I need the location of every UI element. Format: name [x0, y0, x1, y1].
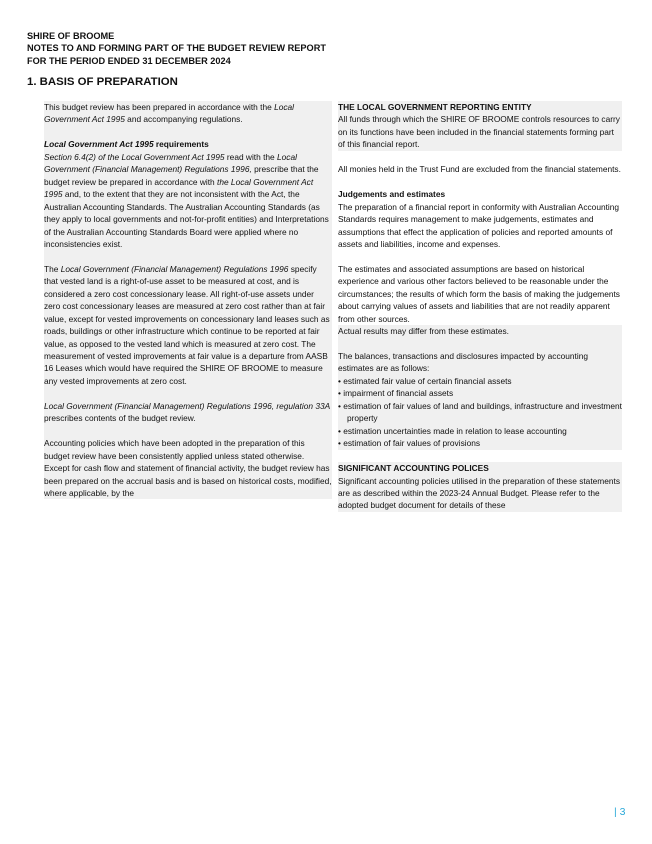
significant-policies-block	[338, 462, 622, 512]
accounting-policies-paragraph: Accounting policies which have been adopted in the preparation of this budget review have been consistently applied unless stated otherwise. Except for cash flow and statement of financial activity, the budget review has been prepared on the accrual basis and is based on historical costs, modified, where applicable, by the	[44, 438, 332, 498]
header-title: NOTES TO AND FORMING PART OF THE BUDGET REVIEW REPORT	[27, 43, 326, 54]
lga-requirements-paragraph: Section 6.4(2) of the Local Government Act 1995 read with the Local Government (Financial Management) Regulations 1996, prescribe that the budget review be prepared in accordance with the Local Government Act 1995 and, to the extent that they are not inconsistent with the Act, the Australian Accounting Standards. The Australian Accounting Standards (as they apply to local governments and not-for-profit entities) and Interpretations of the Australian Accounting Standards Board were applied where no inconsistencies exist.	[44, 151, 329, 249]
impacted-balances-paragraph: The balances, transactions and disclosures impacted by accounting estimates are as follows:	[338, 351, 588, 374]
significant-policies-heading: SIGNIFICANT ACCOUNTING POLICES	[338, 463, 489, 474]
estimates-list	[338, 375, 622, 450]
estimates-block	[338, 325, 622, 450]
intro-paragraph: This budget review has been prepared in accordance with the Local Government Act 1995 and accompanying regulations.	[44, 102, 295, 125]
actual-results-paragraph: Actual results may differ from these estimates.	[338, 326, 509, 337]
right-column	[338, 101, 622, 512]
header-period: FOR THE PERIOD ENDED 31 DECEMBER 2024	[27, 55, 231, 66]
section-title: 1. BASIS OF PREPARATION	[27, 76, 178, 88]
page-number: | 3	[614, 806, 626, 818]
judgements-heading: Judgements and estimates	[338, 189, 446, 200]
judgements-paragraph: The preparation of a financial report in conformity with Australian Accounting Standards requires management to make judgements, estimates and assumptions that effect the application of policies and reported amounts of assets and liabilities, income and expenses.	[338, 201, 620, 249]
list-item: • impairment of financial assets	[338, 388, 454, 399]
report-header	[27, 30, 326, 67]
regulation-paragraph: Local Government (Financial Management) Regulations 1996, regulation 33A prescribes contents of the budget review.	[44, 400, 331, 424]
list-item: • estimation of fair values of provisions	[338, 438, 481, 449]
reporting-entity-block	[338, 101, 622, 151]
significant-policies-paragraph: Significant accounting policies utilised in the preparation of these statements are as described within the 2023-24 Annual Budget. Please refer to the adopted budget document for details of these	[338, 475, 621, 511]
list-item: • estimation of fair values of land and buildings, infrastructure and investment property	[338, 400, 622, 424]
estimates-paragraph: The estimates and associated assumptions are based on historical experience and various other factors believed to be reasonable under the circumstances; the results of which form the basis of making the judgements about carrying values of assets and liabilities that are not readily apparent from other sources.	[338, 263, 620, 324]
list-item: • estimated fair value of certain financial assets	[338, 375, 512, 386]
vested-land-paragraph: The Local Government (Financial Management) Regulations 1996 specify that vested land is a right-of-use asset to be measured at cost, and is considered a zero cost concessionary lease. All right-of-use assets under zero cost concessionary leases are measured at zero cost rather than at fair value, except for vested improvements on concessionary land leases such as roads, buildings or other infrastructure which continue to be reported at fair value, as opposed to the vested land which is measured at zero cost. The measurement of vested improvements at fair value is a departure from AASB 16 Leases which would have required the SHIRE OF BROOME to measure any vested improvements at zero cost.	[44, 263, 330, 386]
reporting-entity-heading: THE LOCAL GOVERNMENT REPORTING ENTITY	[338, 102, 532, 112]
left-column	[44, 101, 332, 499]
reporting-entity-paragraph: All funds through which the SHIRE OF BROOME controls resources to carry on its functions have been included in the financial statements forming part of this financial report.	[338, 114, 620, 150]
trust-fund-paragraph: All monies held in the Trust Fund are excluded from the financial statements.	[338, 164, 621, 175]
lga-requirements-heading: Local Government Act 1995 requirements	[44, 139, 209, 150]
list-item: • estimation uncertainties made in relation to lease accounting	[338, 425, 567, 436]
header-entity: SHIRE OF BROOME	[27, 31, 115, 41]
